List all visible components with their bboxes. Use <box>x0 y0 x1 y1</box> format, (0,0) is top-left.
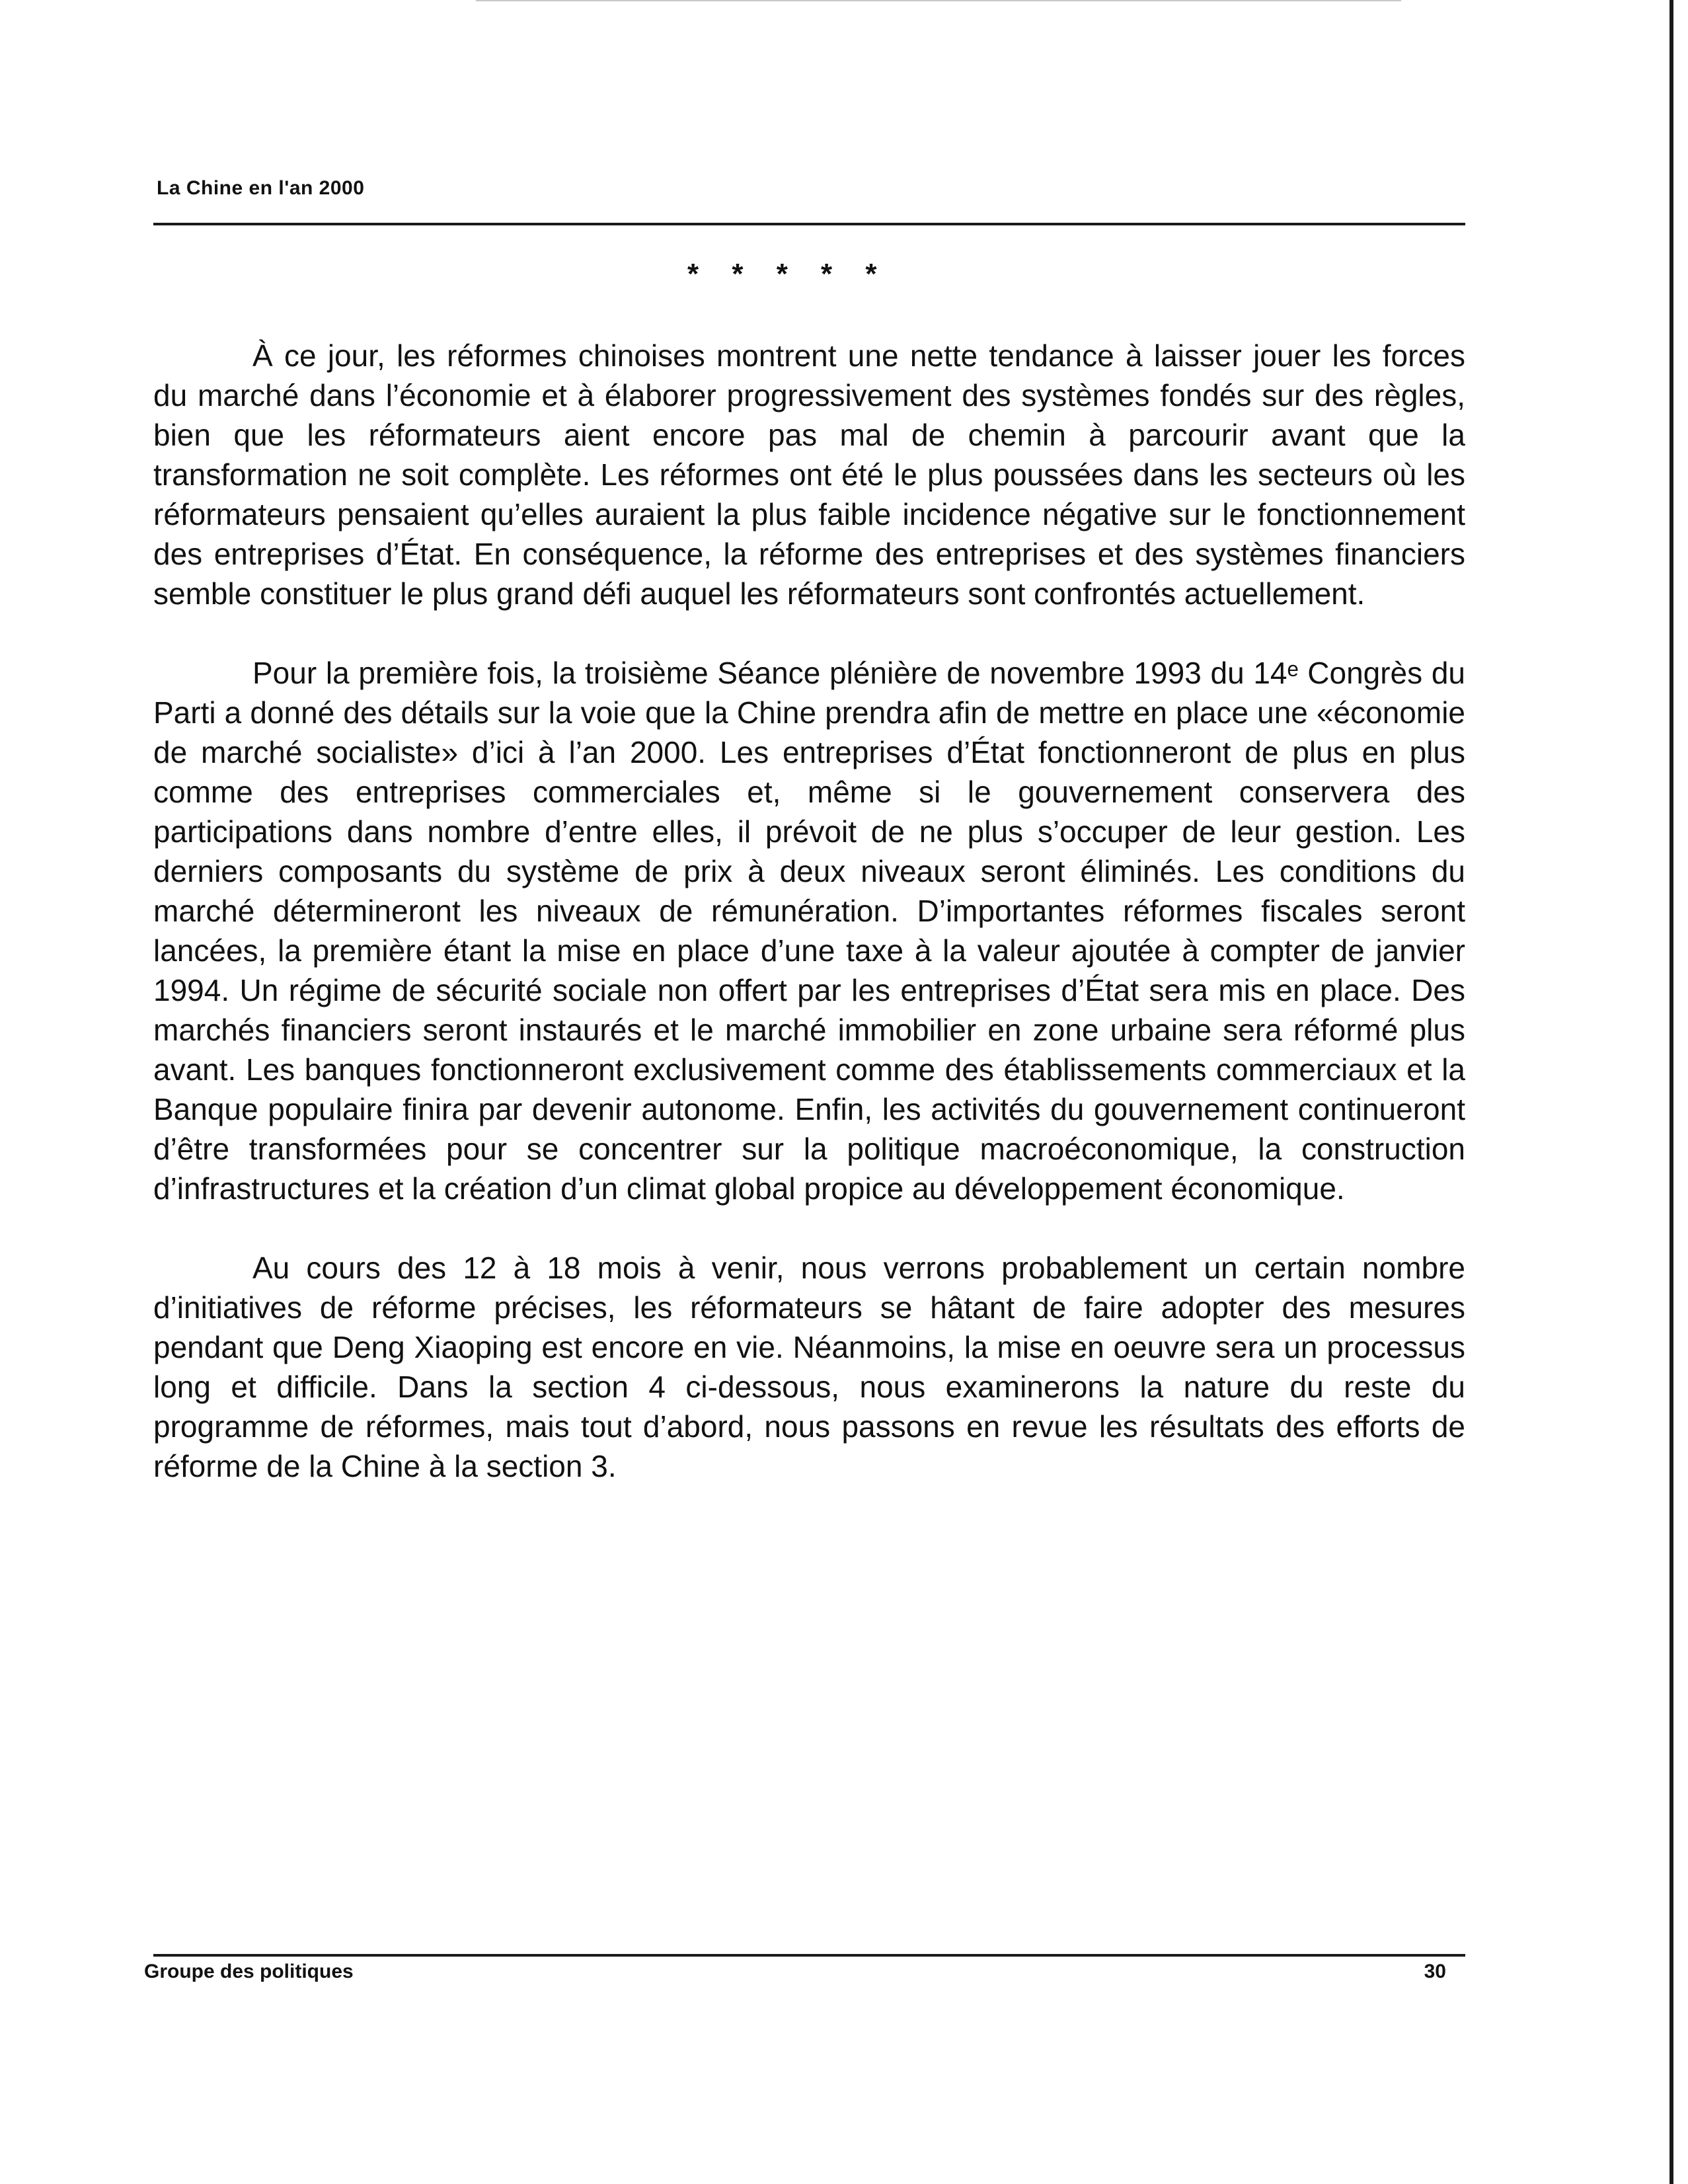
body-text <box>153 336 1465 1526</box>
paragraph-1: À ce jour, les réformes chinoises montrent une nette tendance à laisser jouer les forces du marché dans l’économie et à élaborer progressivement des systèmes fondés sur des règles, bien que les réformateurs aient encore pas mal de chemin à parcourir avant que la transformation ne soit complète. Les réformes ont été le plus poussées dans les secteurs où les réformateurs pensaient qu’elles auraient la plus faible incidence négative sur le fonctionnement des entreprises d’État. En conséquence, la réforme des entreprises et des systèmes financiers semble constituer le plus grand défi auquel les réformateurs sont confrontés actuellement. <box>153 338 1465 611</box>
paragraph-2: Pour la première fois, la troisième Séance plénière de novembre 1993 du 14ᵉ Congrès du Parti a donné des détails sur la voie que la Chine prendra afin de mettre en place une «économie de marché socialiste» d’ici à l’an 2000. Les entreprises d’État fonctionneront de plus en plus comme des entreprises commerciales et, même si le gouvernement conservera des participations dans nombre d’entre elles, il prévoit de ne plus s’occuper de leur gestion. Les derniers composants du système de prix à deux niveaux seront éliminés. Les conditions du marché détermineront les niveaux de rémunération. D’importantes réformes fiscales seront lancées, la première étant la mise en place d’une taxe à la valeur ajoutée à compter de janvier 1994. Un régime de sécurité sociale non offert par les entreprises d’État sera mis en place. Des marchés financiers seront instaurés et le marché immobilier en zone urbaine sera réformé plus avant. Les banques fonctionneront exclusivement comme des établissements commerciaux et la Banque populaire finira par devenir autonome. Enfin, les activités du gouvernement continueront d’être transformées pour se concentrer sur la politique macroéconomique, la construction d’infrastructures et la création d’un climat global propice au développement économique. <box>153 656 1465 1206</box>
footer-rule <box>153 1954 1465 1957</box>
paragraph-3: Au cours des 12 à 18 mois à venir, nous verrons probablement un certain nombre d’initiatives de réforme précises, les réformateurs se hâtant de faire adopter des mesures pendant que Deng Xiaoping est encore en vie. Néanmoins, la mise en oeuvre sera un processus long et difficile. Dans la section 4 ci-dessous, nous examinerons la nature du reste du programme de réformes, mais tout d’abord, nous passons en revue les résultats des efforts de réforme de la Chine à la section 3. <box>153 1251 1465 1483</box>
running-title: La Chine en l'an 2000 <box>157 177 365 199</box>
page-number: 30 <box>1424 1961 1446 1982</box>
scan-right-edge <box>1669 0 1673 2184</box>
scan-top-edge <box>476 0 1401 1</box>
section-separator: * * * * * <box>687 258 877 290</box>
header-rule <box>153 223 1465 225</box>
footer-organization: Groupe des politiques <box>144 1961 354 1982</box>
